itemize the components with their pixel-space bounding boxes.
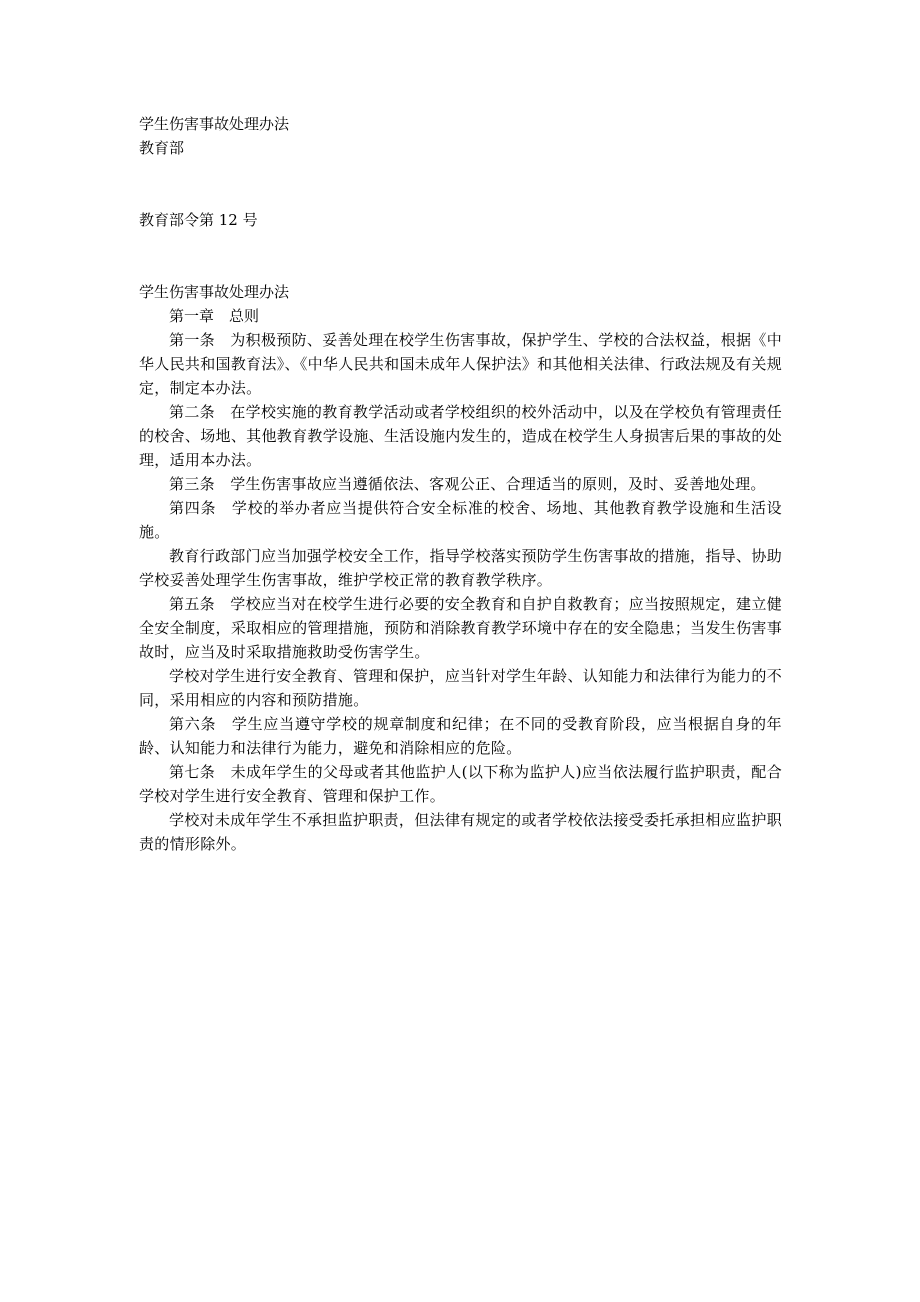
article-paragraph: 学校对未成年学生不承担监护职责，但法律有规定的或者学校依法接受委托承担相应监护职责的情形除外。 [139,811,782,853]
article-paragraph: 第三条 学生伤害事故应当遵循依法、客观公正、合理适当的原则，及时、妥善地处理。 [169,475,766,493]
order-number: 教育部令第 12 号 [139,211,258,229]
article-paragraph: 学校对学生进行安全教育、管理和保护，应当针对学生年龄、认知能力和法律行为能力的不同，采用相应的内容和预防措施。 [139,667,782,709]
document-title: 学生伤害事故处理办法 [139,115,290,133]
article-paragraph: 第六条 学生应当遵守学校的规章制度和纪律；在不同的受教育阶段，应当根据自身的年龄、认知能力和法律行为能力，避免和消除相应的危险。 [139,715,782,757]
article-paragraph: 第二条 在学校实施的教育教学活动或者学校组织的校外活动中，以及在学校负有管理责任的校舍、场地、其他教育教学设施、生活设施内发生的，造成在校学生人身损害后果的事故的处理，适用本办法。 [139,403,782,469]
issuer: 教育部 [139,139,185,157]
article-paragraph: 第一条 为积极预防、妥善处理在校学生伤害事故，保护学生、学校的合法权益，根据《中华人民共和国教育法》、《中华人民共和国未成年人保护法》和其他相关法律、行政法规及有关规定，制定本办法。 [139,331,782,397]
article-paragraph: 第四条 学校的举办者应当提供符合安全标准的校舍、场地、其他教育教学设施和生活设施。 [139,499,782,541]
article-paragraph: 第五条 学校应当对在校学生进行必要的安全教育和自护自救教育；应当按照规定，建立健全安全制度，采取相应的管理措施，预防和消除教育教学环境中存在的安全隐患；当发生伤害事故时，应当及时采取措施救助受伤害学生。 [139,595,782,661]
doc-title: 学生伤害事故处理办法 [139,283,290,301]
document-page [139,112,782,856]
article-paragraph: 教育行政部门应当加强学校安全工作，指导学校落实预防学生伤害事故的措施，指导、协助学校妥善处理学生伤害事故，维护学校正常的教育教学秩序。 [139,547,782,589]
chapter-heading: 第一章 总则 [169,307,260,325]
article-paragraph: 第七条 未成年学生的父母或者其他监护人(以下称为监护人)应当依法履行监护职责，配合学校对学生进行安全教育、管理和保护工作。 [139,763,782,805]
